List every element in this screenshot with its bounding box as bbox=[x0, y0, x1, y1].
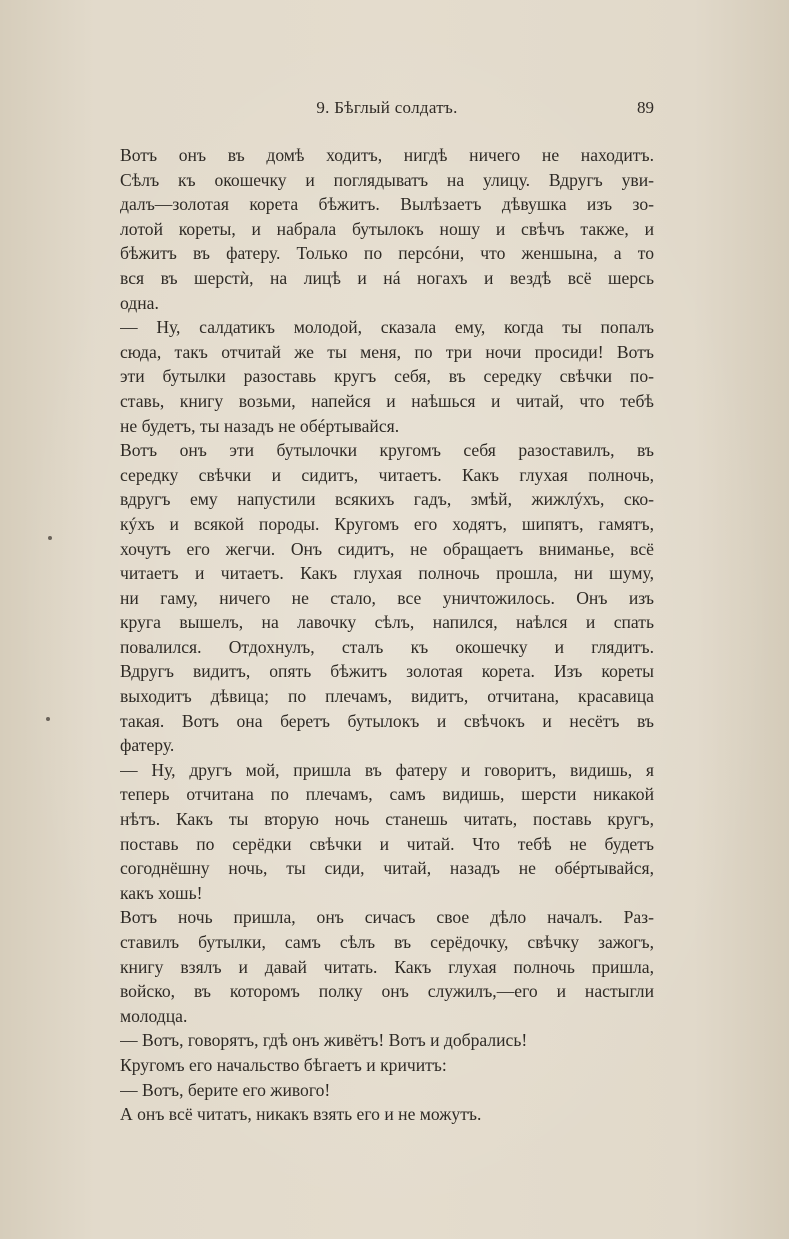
text-line: такая. Вотъ она беретъ бутылокъ и свѣчокъ и несётъ въ bbox=[120, 710, 654, 731]
body-text bbox=[120, 143, 654, 1127]
text-line: выходитъ дѣвица; по плечамъ, видитъ, отчитана, красавица bbox=[120, 686, 654, 707]
text-line: Кругомъ его начальство бѣгаетъ и кричитъ: bbox=[120, 1054, 447, 1075]
text-line: повалился. Отдохнулъ, сталъ къ окошечку и глядитъ. bbox=[120, 636, 654, 657]
text-line: Вотъ онъ эти бутылочки кругомъ себя разоставилъ, въ bbox=[120, 440, 654, 461]
margin-speck bbox=[48, 536, 52, 540]
text-line: лотой кореты, и набрала бутылокъ ношу и свѣчъ также, и bbox=[120, 218, 654, 239]
text-line: вдругъ ему напустили всякихъ гадъ, змѣй, жижлýхъ, ско- bbox=[120, 489, 654, 510]
text-line: вся въ шерстѝ, на лицѣ и нá ногахъ и вездѣ всё шерсь bbox=[120, 267, 654, 288]
text-line: ни гаму, ничего не стало, все уничтожилось. Онъ изъ bbox=[120, 587, 654, 608]
text-line: фатеру. bbox=[120, 735, 175, 756]
text-line: эти бутылки разоставь кругъ себя, въ середку свѣчки по- bbox=[120, 366, 654, 387]
text-line: какъ хошь! bbox=[120, 882, 203, 903]
text-line: одна. bbox=[120, 292, 159, 313]
text-line: Вотъ онъ въ домѣ ходитъ, нигдѣ ничего не находитъ. bbox=[120, 145, 654, 165]
text-line: — Вотъ, берите его живого! bbox=[120, 1079, 331, 1100]
text-line: кýхъ и всякой породы. Кругомъ его ходятъ, шипятъ, гамятъ, bbox=[120, 513, 654, 534]
margin-speck bbox=[46, 717, 50, 721]
text-line: Вотъ ночь пришла, онъ сичасъ свое дѣло началъ. Раз- bbox=[120, 907, 654, 928]
text-line: согоднёшну ночь, ты сиди, читай, назадъ не обéртывайся, bbox=[120, 858, 654, 879]
text-line: Вдругъ видитъ, опять бѣжитъ золотая корета. Изъ кореты bbox=[120, 661, 654, 682]
text-line: бѣжитъ въ фатеру. Только по персóни, что женшына, а то bbox=[120, 243, 654, 264]
text-line: хочутъ его жегчи. Онъ сидитъ, не обращаетъ вниманье, всё bbox=[120, 538, 654, 559]
running-head: 9. Бѣглый солдатъ. bbox=[316, 98, 458, 117]
text-line: ставилъ бутылки, самъ сѣлъ въ серёдочку, свѣчку зажогъ, bbox=[120, 932, 654, 952]
text-line: книгу взялъ и давай читать. Какъ глухая полночь пришла, bbox=[120, 956, 654, 977]
text-line: круга вышелъ, на лавочку сѣлъ, напился, наѣлся и спать bbox=[120, 612, 654, 633]
page-number: 89 bbox=[637, 98, 654, 117]
text-line: далъ—золотая корета бѣжитъ. Вылѣзаетъ дѣвушка изъ зо- bbox=[120, 194, 654, 215]
text-line: — Вотъ, говорятъ, гдѣ онъ живётъ! Вотъ и добрались! bbox=[120, 1030, 528, 1051]
text-line: теперь отчитана по плечамъ, самъ видишь, шерсти никакой bbox=[120, 784, 654, 805]
text-line: А онъ всё читатъ, никакъ взять его и не можутъ. bbox=[120, 1104, 482, 1125]
text-line: молодца. bbox=[120, 1005, 188, 1026]
text-line: не будетъ, ты назадъ не обéртывайся. bbox=[120, 415, 400, 436]
text-line: войско, въ которомъ полку онъ служилъ,—его и настыгли bbox=[120, 981, 654, 1002]
page-header bbox=[120, 98, 654, 126]
text-line: середку свѣчки и сидитъ, читаетъ. Какъ глухая полночь, bbox=[120, 464, 654, 485]
text-line: — Ну, другъ мой, пришла въ фатеру и говоритъ, видишь, я bbox=[120, 759, 654, 780]
text-line: ставь, книгу возьми, напейся и наѣшься и читай, что тебѣ bbox=[120, 390, 654, 411]
text-line: читаетъ и читаетъ. Какъ глухая полночь прошла, ни шуму, bbox=[120, 563, 654, 584]
text-line: Сѣлъ къ окошечку и поглядыватъ на улицу. Вдругъ уви- bbox=[120, 169, 654, 190]
text-line: — Ну, салдатикъ молодой, сказала ему, когда ты попалъ bbox=[120, 317, 654, 338]
text-line: нѣтъ. Какъ ты вторую ночь станешь читать, поставь кругъ, bbox=[120, 809, 654, 830]
text-line: сюда, такъ отчитай же ты меня, по три ночи просиди! Вотъ bbox=[120, 341, 654, 362]
text-line: поставь по серёдки свѣчки и читай. Что тебѣ не будетъ bbox=[120, 833, 654, 854]
